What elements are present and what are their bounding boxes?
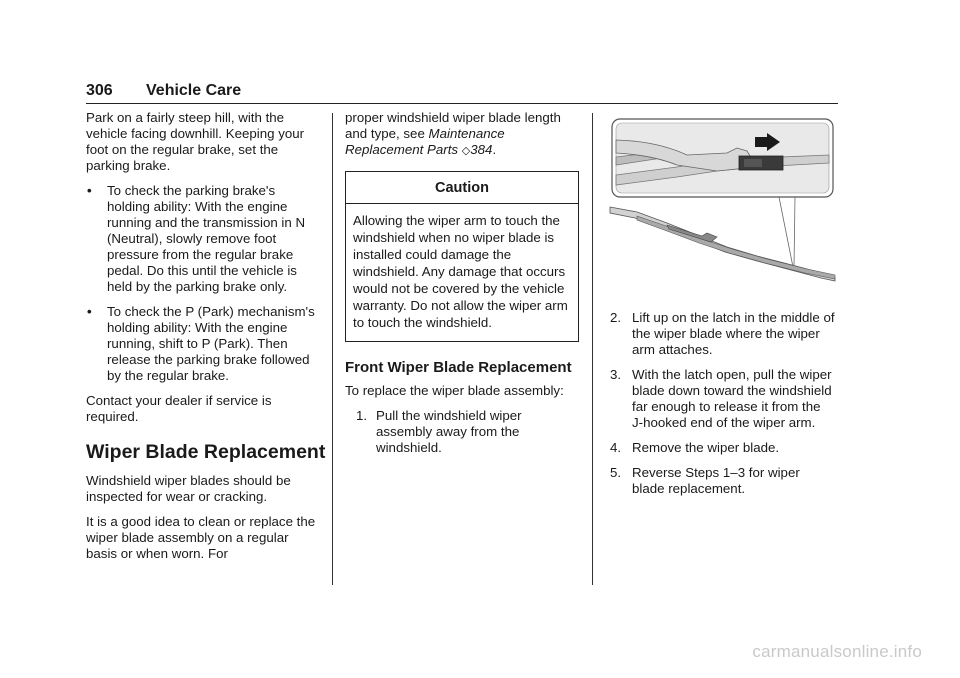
step-text: With the latch open, pull the wiper blade down toward the windshield far enough to release it from the J-hooked end of the wiper arm. xyxy=(632,367,832,430)
page-ref-number[interactable]: 384 xyxy=(470,142,493,157)
bullet-glyph: • xyxy=(87,304,92,319)
continued-text: proper windshield wiper blade length and type, see xyxy=(345,110,561,141)
step-number: 2. xyxy=(610,310,622,325)
step-number: 3. xyxy=(610,367,622,382)
wiper-illustration xyxy=(607,115,837,295)
step-number: 4. xyxy=(610,440,622,455)
column-divider-1 xyxy=(332,113,333,585)
bullet-item xyxy=(86,304,320,384)
column-1 xyxy=(86,110,326,571)
step-number: 5. xyxy=(610,465,622,480)
period: . xyxy=(492,142,497,157)
step-number: 1. xyxy=(356,408,368,423)
wiper-paragraph-2: It is a good idea to clean or replace the wiper blade assembly on a regular basis or when worn. For xyxy=(86,514,316,561)
bullet-text: To check the parking brake's holding ability: With the engine running and the transmission in N (Neutral), slowly remove foot pressure from the regular brake pedal. Do this until the vehicle is held by the parking brake only. xyxy=(107,183,306,294)
column-3 xyxy=(610,310,835,506)
caution-text: Allowing the wiper arm to touch the windshield when no wiper blade is installed could damage the windshield. Any damage that occurs would not be covered by the vehicle warranty. Do not allow the wiper arm to touch the windshield. xyxy=(353,213,568,330)
step-item xyxy=(610,465,835,497)
header-rule xyxy=(86,103,838,104)
step-text: Pull the windshield wiper assembly away from the windshield. xyxy=(376,408,522,455)
wiper-diagram xyxy=(607,115,837,295)
continued-paragraph xyxy=(345,110,579,159)
column-divider-2 xyxy=(592,113,593,585)
step-item xyxy=(345,408,579,456)
column-2 xyxy=(345,110,579,465)
bullet-text: To check the P (Park) mechanism's holding ability: With the engine running, shift to P (Park). Then release the parking brake followed by the regular brake. xyxy=(107,304,315,383)
wiper-paragraph-1: Windshield wiper blades should be inspected for wear or cracking. xyxy=(86,473,291,504)
step-text: Remove the wiper blade. xyxy=(632,440,780,455)
step-item xyxy=(610,310,835,358)
caution-box xyxy=(345,171,579,342)
page-ref-icon: ◇ xyxy=(461,145,471,157)
section-heading: Wiper Blade Replacement xyxy=(86,441,326,463)
step-text: Reverse Steps 1–3 for wiper blade replacement. xyxy=(632,465,800,496)
caution-title: Caution xyxy=(346,172,578,204)
step-text: Lift up on the latch in the middle of the wiper blade where the wiper arm attaches. xyxy=(632,310,835,357)
subsection-heading: Front Wiper Blade Replacement xyxy=(345,359,572,376)
intro-paragraph: Park on a fairly steep hill, with the vehicle facing downhill. Keeping your foot on the regular brake, set the parking brake. xyxy=(86,110,305,173)
maintenance-parts-link[interactable]: Maintenance Replacement Parts xyxy=(345,126,505,157)
bullet-glyph: • xyxy=(87,183,92,198)
watermark: carmanualsonline.info xyxy=(752,642,922,661)
step-item xyxy=(610,367,835,431)
page-number: 306 xyxy=(86,82,113,99)
section-title: Vehicle Care xyxy=(146,82,242,99)
contact-paragraph: Contact your dealer if service is required. xyxy=(86,393,272,424)
step-item xyxy=(610,440,835,456)
bullet-item xyxy=(86,183,320,295)
replace-intro: To replace the wiper blade assembly: xyxy=(345,383,564,398)
